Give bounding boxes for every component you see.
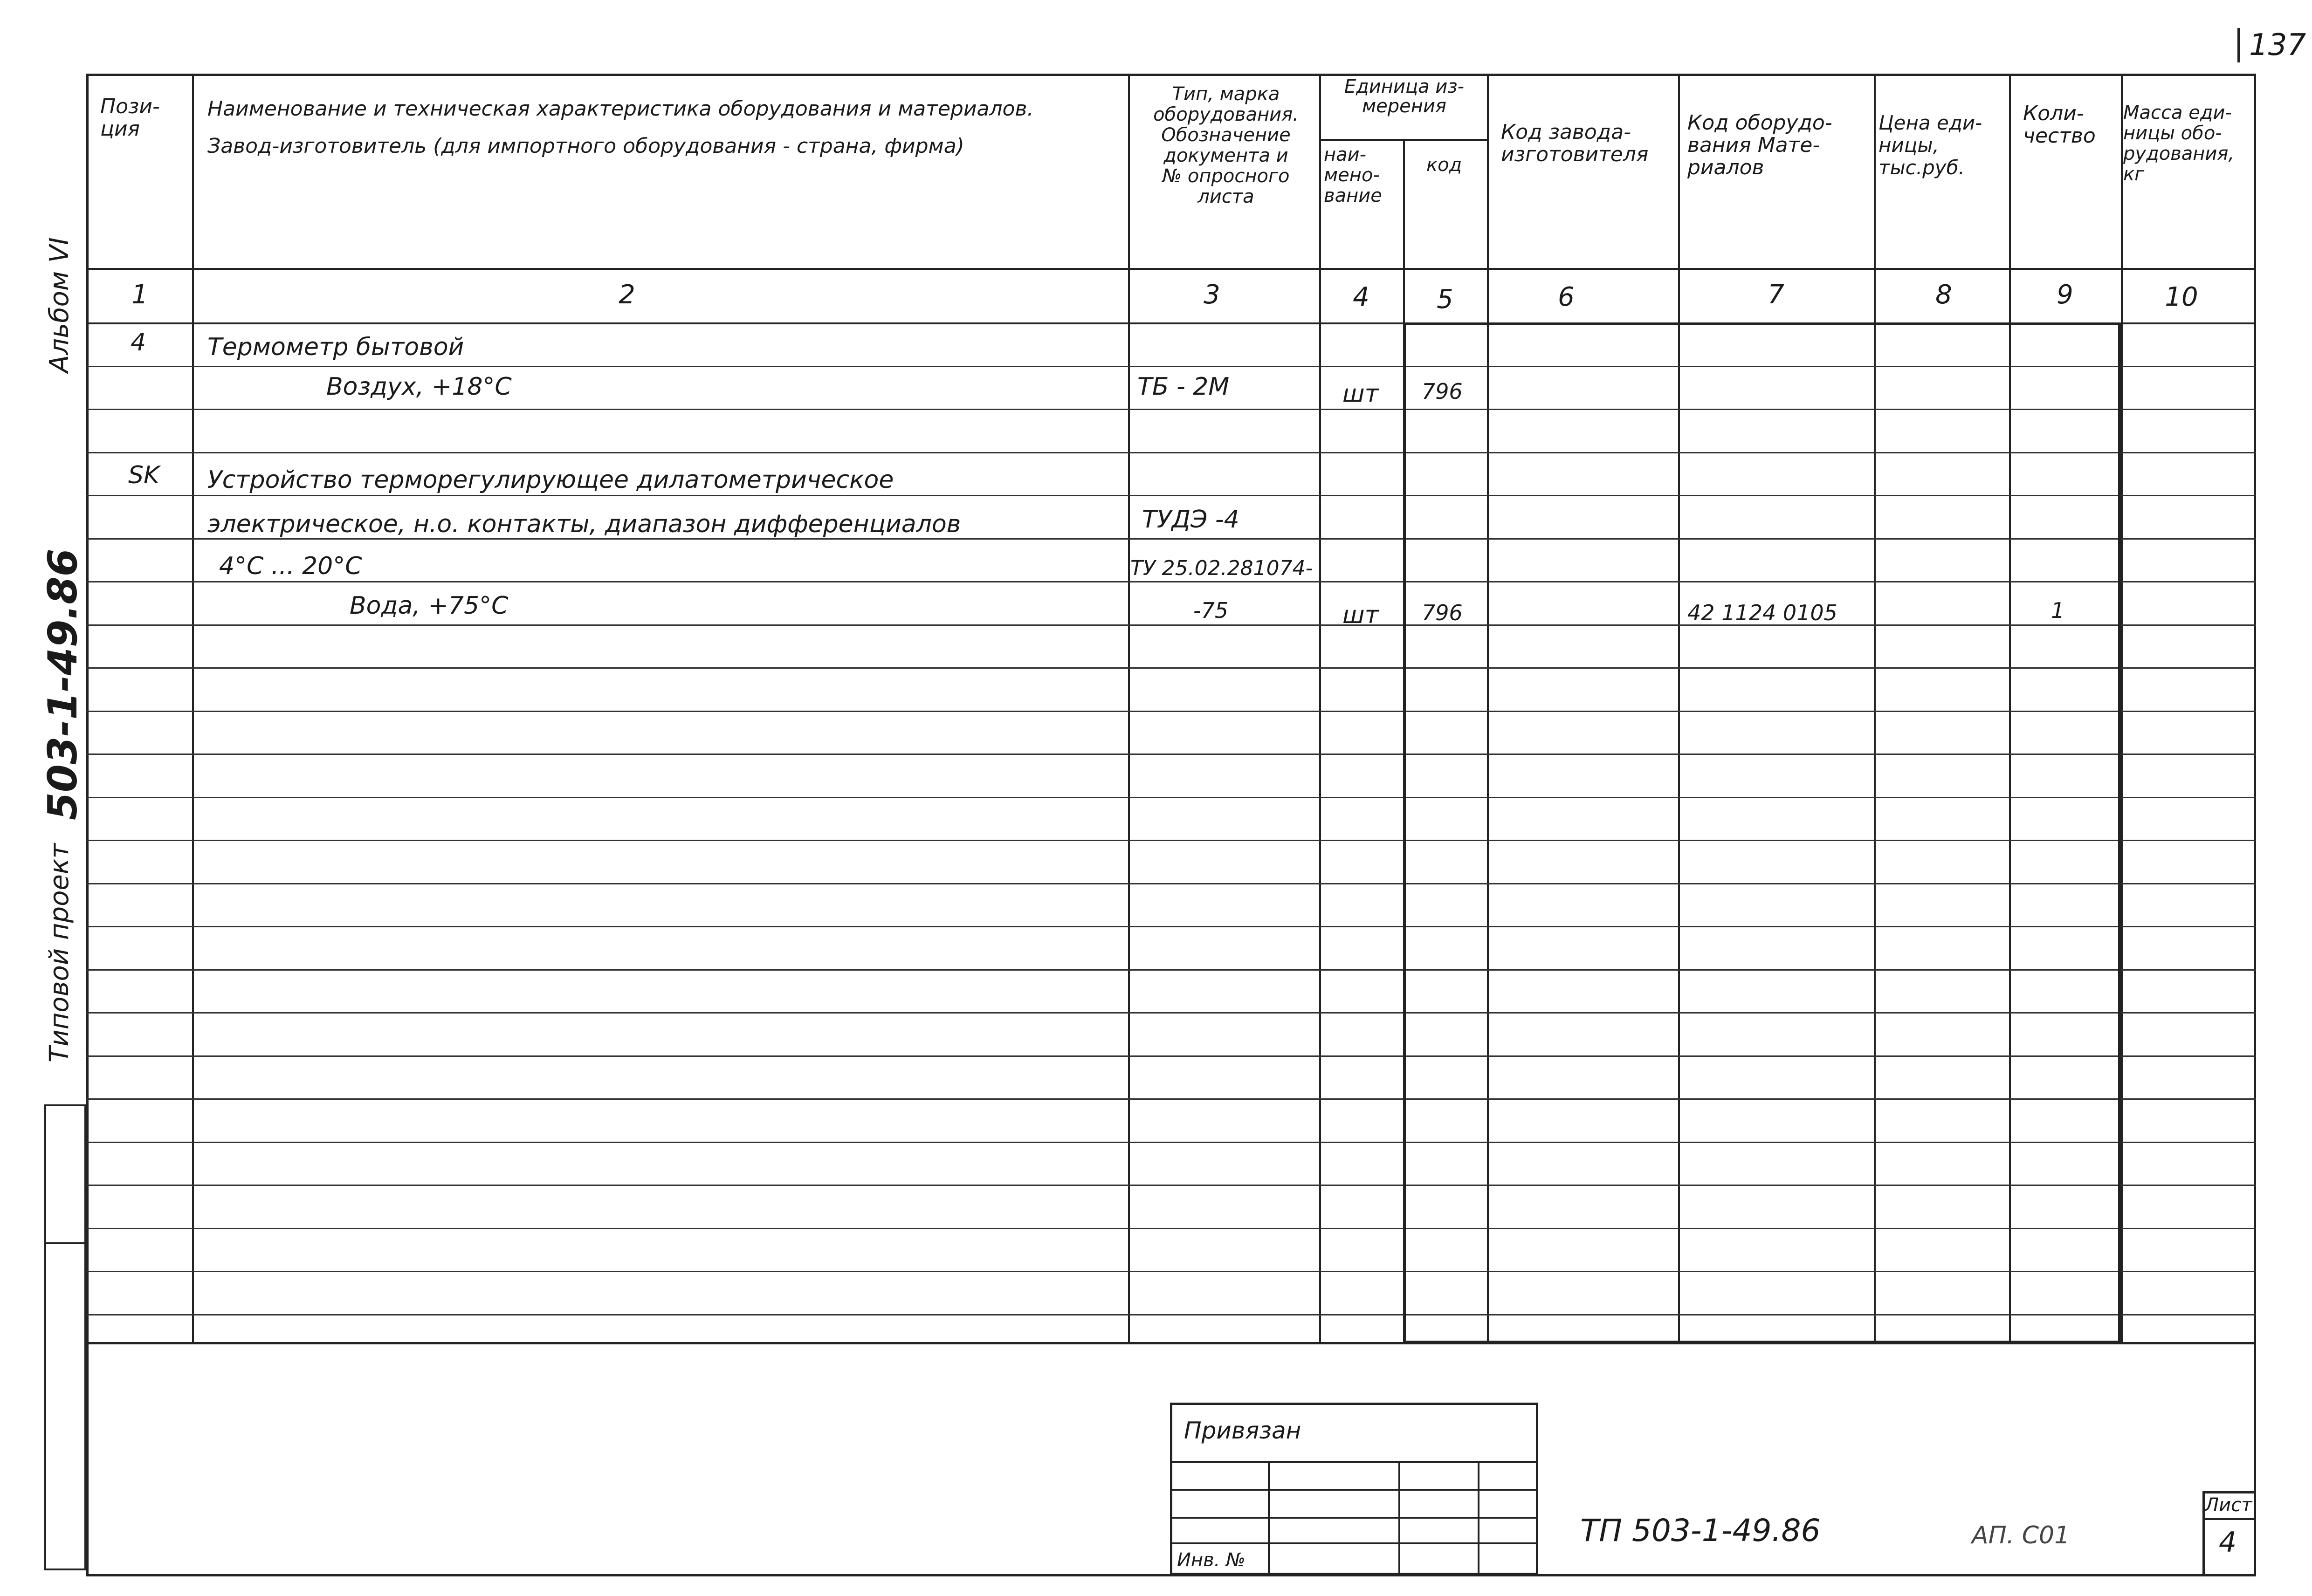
album-code: АП. С01 (1972, 1521, 2070, 1549)
row-5-name: 4°С ... 20°С (219, 552, 362, 580)
group-divider (1319, 139, 1487, 141)
row-0-name: Термометр бытовой (207, 333, 464, 361)
row-6-quantity: 1 (2051, 598, 2065, 623)
page-number: 137 (2237, 28, 2306, 62)
col-divider (1128, 74, 1130, 1343)
row-1-type: ТБ - 2М (1137, 373, 1230, 401)
row-4-name: электрическое, н.о. контакты, диапазон дифференциалов (207, 510, 961, 538)
row-0-pos: 4 (131, 329, 146, 356)
stamp-col (1398, 1461, 1400, 1575)
colnum-1: 1 (131, 280, 148, 310)
row-4-type: ТУДЭ -4 (1142, 506, 1239, 534)
row-3-pos: SK (128, 461, 160, 489)
header-unit-code: код (1426, 154, 1462, 176)
binding-label: Привязан (1184, 1417, 1301, 1444)
sheet-number: 4 (2219, 1526, 2237, 1559)
col-divider (1319, 74, 1321, 1343)
colnum-6: 6 (1558, 282, 1575, 312)
row-6-name: Вода, +75°С (350, 592, 509, 620)
header-bottom (86, 268, 2256, 270)
colnum-9: 9 (2057, 280, 2073, 310)
header-name-line1: Наименование и техническая характеристика оборудования и материалов. (207, 97, 1034, 121)
stamp-col (1478, 1461, 1479, 1575)
stamp-col (1268, 1461, 1270, 1575)
row-1-unit: шт (1342, 380, 1379, 408)
header-material-code: Код оборудо- вания Мате- риалов (1687, 111, 1832, 179)
header-mass: Масса еди- ницы обо- рудования, кг (2123, 102, 2235, 185)
margin-box-top (44, 1104, 86, 1244)
colnum-7: 7 (1768, 280, 1784, 310)
margin-box-bottom (44, 1244, 86, 1570)
album-label: Альбом VI (44, 237, 75, 373)
header-position: Пози- ция (100, 95, 160, 141)
stamp-line (1170, 1461, 1538, 1463)
project-number: 503-1-49.86 (40, 548, 86, 820)
project-label: Типовой проект (44, 843, 75, 1062)
row-1-name: Воздух, +18°С (326, 373, 512, 401)
header-type: Тип, марка оборудования. Обозначение документа и № опросного листа (1153, 83, 1299, 207)
row-6-type: -75 (1193, 598, 1229, 623)
document-code: ТП 503-1-49.86 (1580, 1513, 1821, 1548)
colnum-2: 2 (619, 280, 635, 310)
stamp-line (1170, 1517, 1538, 1519)
row-1-code: 796 (1422, 379, 1463, 404)
colnum-10: 10 (2165, 282, 2198, 312)
header-quantity: Коли- чество (2023, 102, 2096, 148)
colnum-8: 8 (1935, 280, 1952, 310)
col-divider (192, 74, 194, 1343)
colnum-3: 3 (1204, 280, 1220, 310)
row-3-name: Устройство терморегулирующее дилатометрическое (207, 466, 894, 494)
header-price: Цена еди- ницы, тыс.руб. (1878, 111, 1982, 179)
row-6-code: 796 (1422, 600, 1463, 625)
row-6-material-code: 42 1124 0105 (1687, 600, 1837, 625)
header-factory-code: Код завода- изготовителя (1501, 120, 1649, 166)
col-divider (2121, 74, 2123, 1343)
colnum-5: 5 (1437, 284, 1453, 315)
colnum-4: 4 (1353, 282, 1369, 312)
row-6-unit: шт (1342, 601, 1379, 629)
table-bottom (86, 1342, 2256, 1344)
header-unit-name: наи- мено- вание (1324, 144, 1382, 206)
sheet-label: Лист (2205, 1494, 2252, 1516)
inventory-number-label: Инв. № (1177, 1549, 1245, 1571)
header-name-line2: Завод-изготовитель (для импортного оборудования - страна, фирма) (207, 134, 964, 158)
emphasis-block (1403, 322, 2121, 1343)
header-unit-group: Единица из- мерения (1344, 76, 1465, 117)
stamp-line (1170, 1489, 1538, 1491)
stamp-line (1170, 1542, 1538, 1544)
row-5-type: ТУ 25.02.281074- (1130, 556, 1313, 580)
